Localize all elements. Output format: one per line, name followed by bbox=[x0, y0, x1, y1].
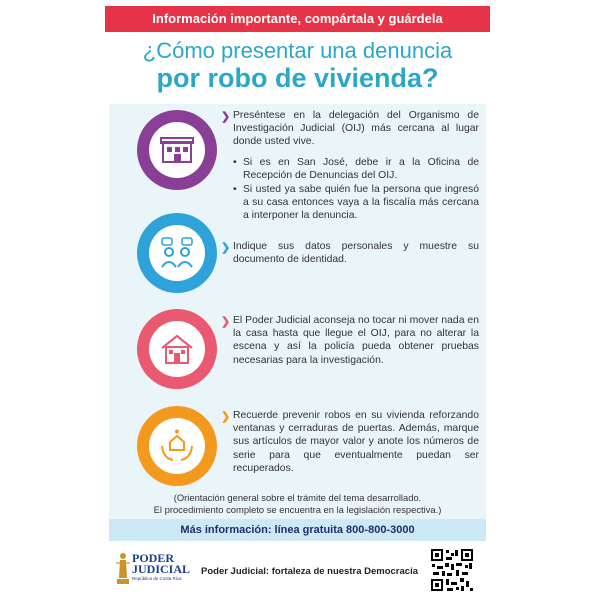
step-4-arrow-icon: ❯ bbox=[221, 411, 231, 423]
logo: PODER JUDICIAL bbox=[132, 551, 191, 576]
steps-panel: ❯ Preséntese en la delegación del Organismo de Investigación Judicial (OIJ) más cercana al lugar donde usted vive. • Si es en San José, debe ir a la Oficina de Recepción de Denuncias del OIJ. • Si usted ya sabe quién fue la persona que ingresó a su casa entonces vaya a la fiscalía más cercana a interponer la denuncia. ❯ Indique sus datos personales y muestre su documento de identidad. ❯ El Poder Judicial aconseja no tocar ni mover nada en la casa hasta que llegue el OIJ, para no alterar la escena y así la policía pueda obtener pruebas necesarias para la investigación. ❯ Recuerde prevenir robos en su vivienda reforzando ventanas y cerraduras de puertas. Además, marque sus artículos de mayor valor y anote los números de serie para que eventualmente puedan ser recuperados. bbox=[109, 104, 486, 522]
note-line-2: El procedimiento completo se encuentra en la legislación respectiva.) bbox=[153, 504, 442, 515]
step-3-text: El Poder Judicial aconseja no tocar ni mover nada en la casa hasta que llegue el OIJ, para no alterar la escena y así la policía pueda obtener pruebas necesarias para la investigación. bbox=[233, 315, 479, 366]
step-1-bullet-2: Si usted ya sabe quién fue la persona que ingresó a su casa entonces vaya a la fiscalía más cercana a interponer la denuncia. bbox=[243, 184, 479, 222]
note-line-1: (Orientación general sobre el trámite del tema desarrollado. bbox=[173, 492, 422, 503]
info-bar: Más información: línea gratuita 800-800-3000 bbox=[109, 519, 486, 541]
step-1-bullet-1: Si es en San José, debe ir a la Oficina de Recepción de Denuncias del OIJ. bbox=[243, 157, 479, 182]
top-banner: Información importante, compártala y guárdela bbox=[105, 6, 490, 32]
title-line-2: por robo de vivienda? bbox=[156, 63, 439, 93]
justice-statue-icon bbox=[115, 552, 131, 586]
footer-slogan: Poder Judicial: fortaleza de nuestra Democracia bbox=[201, 566, 418, 577]
step-4-circle bbox=[137, 406, 217, 486]
people-talking-icon bbox=[159, 235, 195, 271]
step-3-circle bbox=[137, 309, 217, 389]
protected-home-icon bbox=[159, 428, 195, 464]
logo-subtitle: República de Costa Rica bbox=[132, 576, 182, 581]
step-1-arrow-icon: ❯ bbox=[221, 111, 231, 123]
title-line-1: ¿Cómo presentar una denuncia bbox=[142, 38, 453, 63]
step-3-arrow-icon: ❯ bbox=[221, 316, 231, 328]
building-icon bbox=[159, 132, 195, 168]
house-icon bbox=[159, 331, 195, 367]
poster bbox=[105, 0, 490, 600]
step-2-arrow-icon: ❯ bbox=[221, 242, 231, 254]
step-2-circle bbox=[137, 213, 217, 293]
step-1-circle bbox=[137, 110, 217, 190]
step-4-text: Recuerde prevenir robos en su vivienda reforzando ventanas y cerraduras de puertas. Además, marque sus artículos de mayor valor y anote los números de serie para que eventualmente puedan ser recuperados. bbox=[233, 410, 479, 474]
step-1-text: Preséntese en la delegación del Organismo de Investigación Judicial (OIJ) más cercana al lugar donde usted vive. bbox=[233, 110, 479, 148]
qr-code-icon bbox=[430, 548, 474, 592]
step-2-text: Indique sus datos personales y muestre su documento de identidad. bbox=[233, 241, 479, 266]
